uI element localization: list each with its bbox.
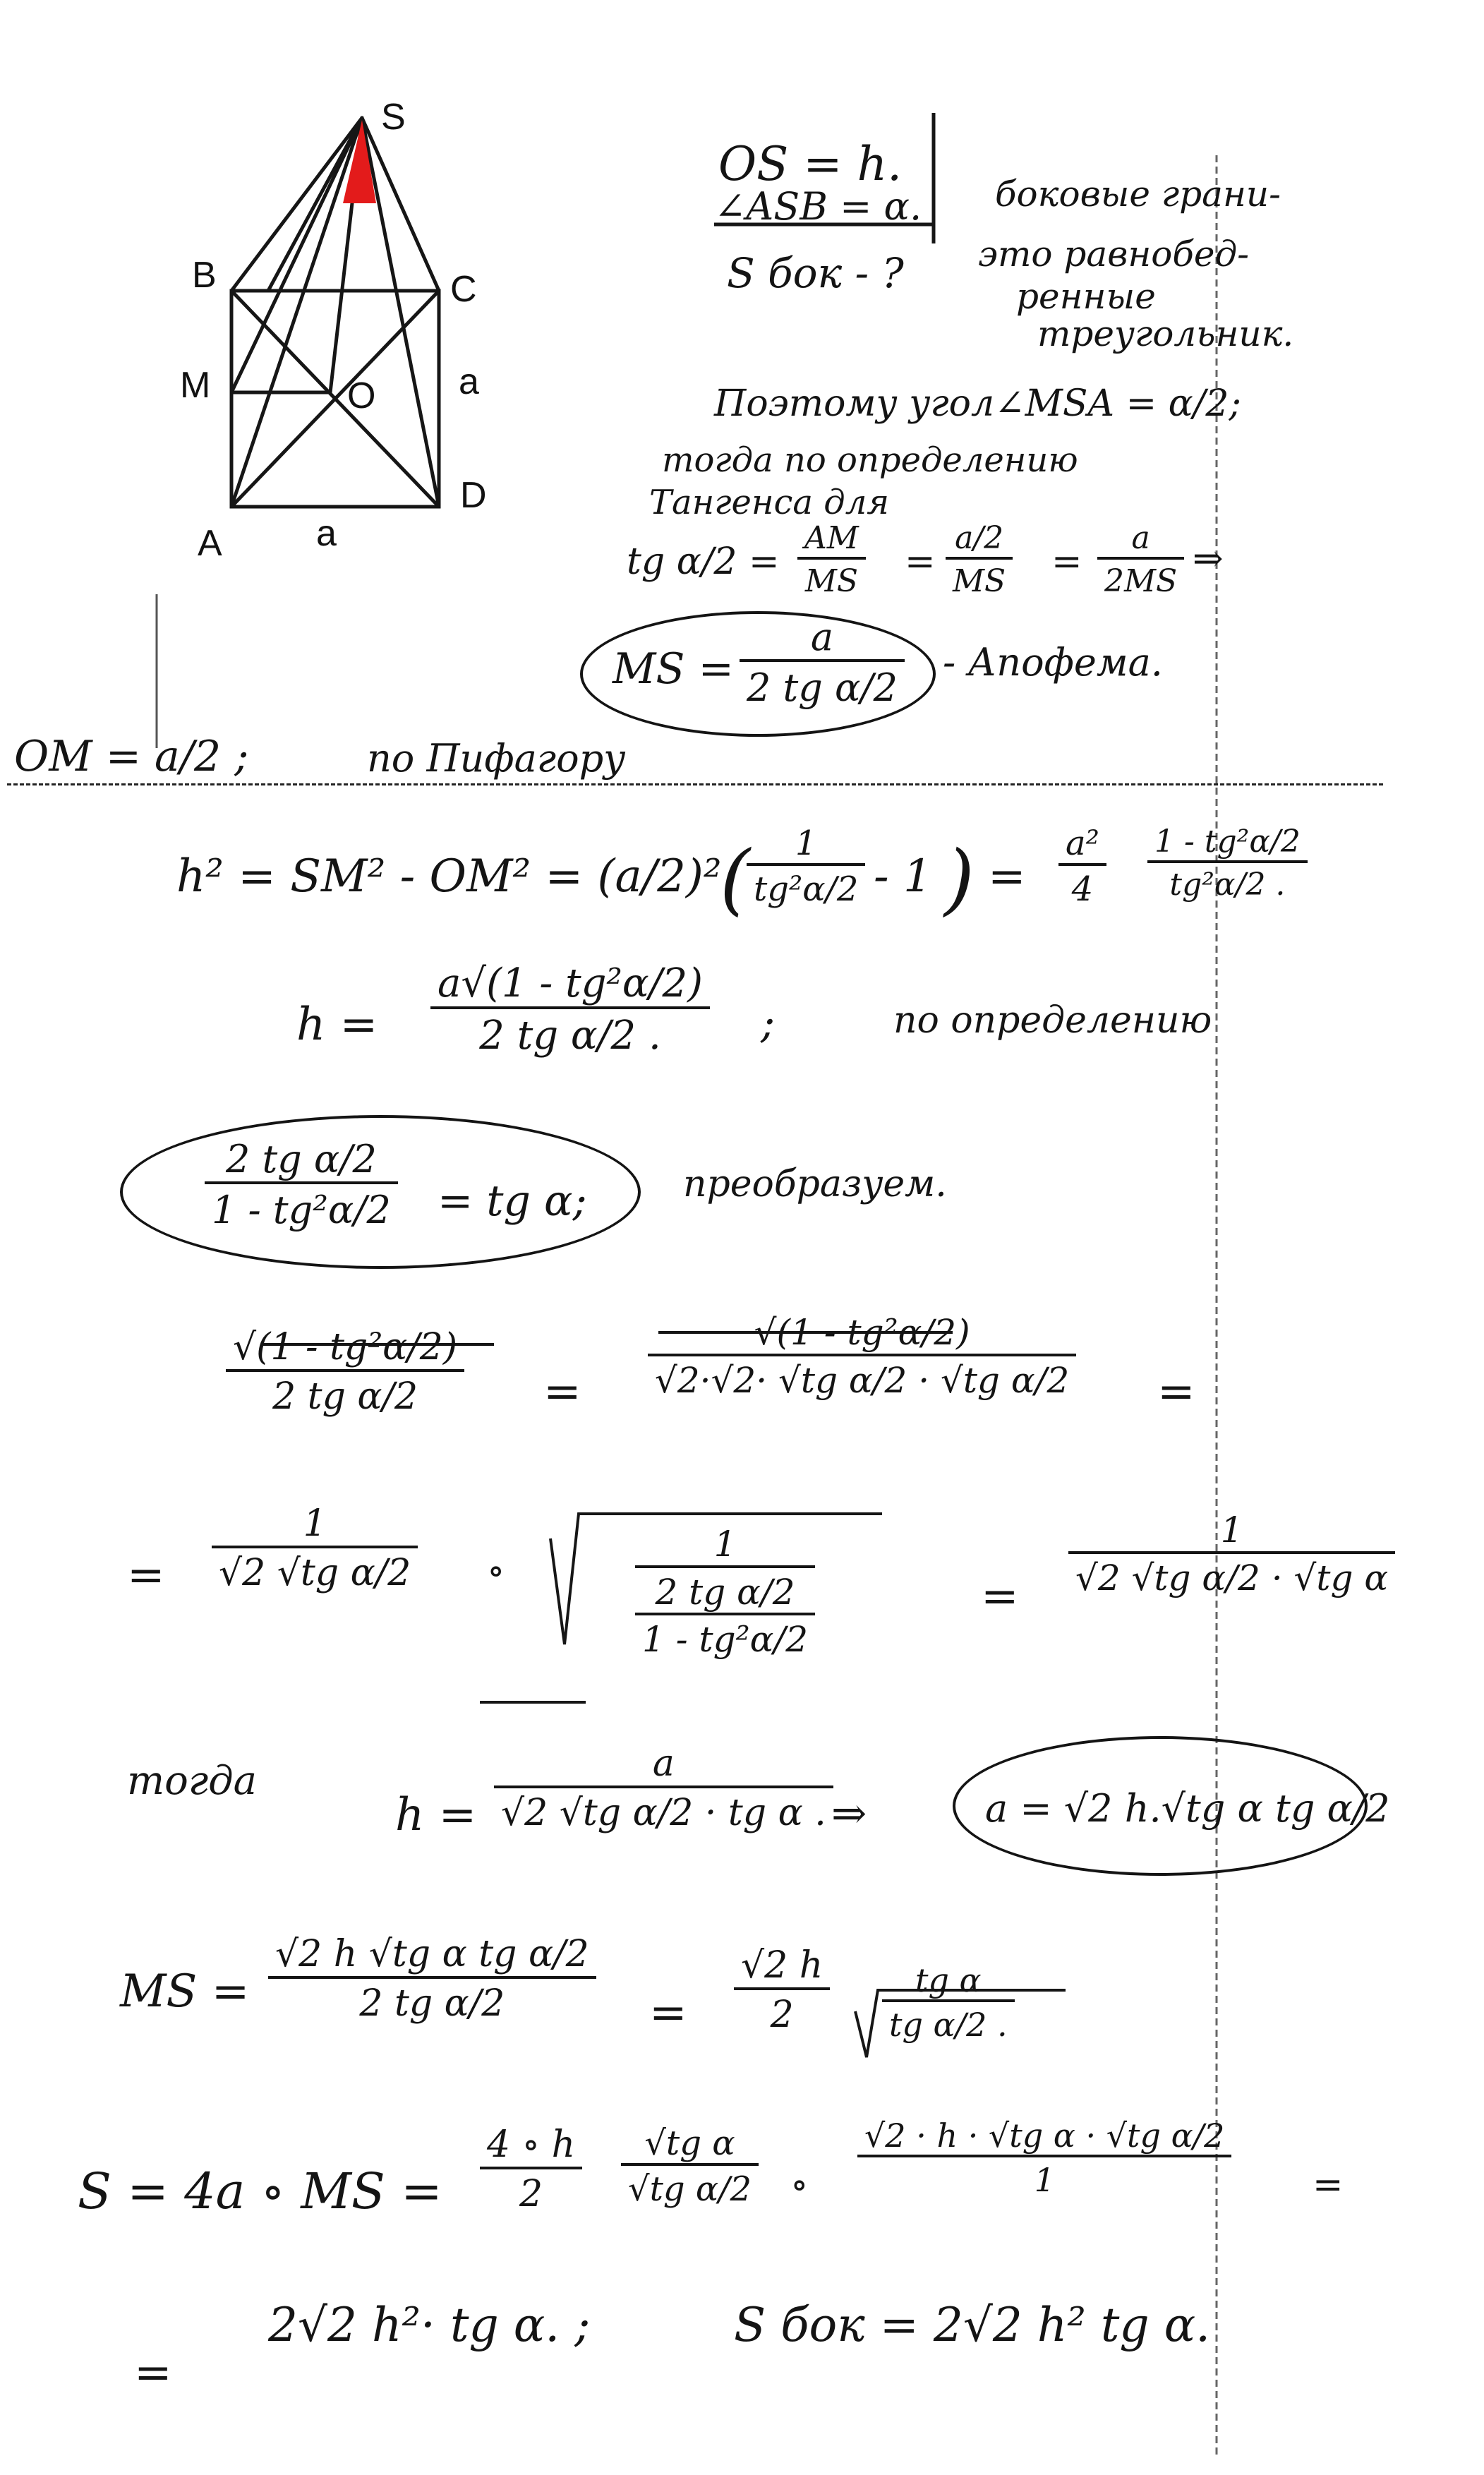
h-frac: $\frac{\text{a√(1 - tg²α/2)}}{\text{2 tg α/2 .}}$ (430, 961, 710, 1059)
side-label-a: a (459, 361, 479, 402)
vertex-label-b: B (192, 255, 217, 296)
h2-paren-tail: - 1 (874, 850, 932, 903)
vertex-label-s: S (381, 97, 406, 138)
s-tail: = (1313, 2164, 1344, 2206)
reasoning-line-2: тогда по определению (662, 440, 1078, 480)
ms2-eq: = (649, 1987, 687, 2039)
om-text: OM = a/2 ; (14, 732, 249, 781)
h2-close-paren: ) (944, 833, 975, 924)
given-os: OS = h. (718, 137, 903, 191)
tr1-frac-right: $\frac{\text{√(1 - tg²α/2)}}{\text{√2·√2· √tg α/2 · √tg α/2}}$ (648, 1313, 1076, 1401)
separator-dash (7, 783, 1383, 785)
s-frac-3: $\frac{\text{√2 · h · √tg α · √tg α/2}}{1}$ (857, 2117, 1231, 2199)
tr1-frac-left: $\frac{\text{√(1 - tg²α/2)}}{\text{2 tg α/2}}$ (226, 1327, 464, 1419)
tg2a-rhs: = tg α; (438, 1176, 587, 1226)
note-line-1: боковые грани- (995, 174, 1281, 215)
tr2-frac-right: $\frac{1}{\text{√2 √tg α/2 · √tg α}}$ (1068, 1510, 1395, 1598)
note-line-3: ренные (1016, 276, 1156, 317)
tg2a-frac: $\frac{\text{2 tg α/2}}{\text{1 - tg²α/2}}$ (205, 1138, 398, 1232)
tan-arrow: ⇒ (1193, 538, 1224, 580)
tan-frac-3: $\frac{a}{2MS}$ (1097, 521, 1184, 599)
h-note: по определению (893, 999, 1212, 1042)
final-expr: 2√2 h²· tg α. ; (268, 2298, 591, 2352)
final-result: S бок = 2√2 h² tg α. (734, 2298, 1211, 2352)
h2-open-paren: ( (720, 833, 750, 924)
final-lead: = (134, 2347, 172, 2399)
ms-lhs: MS = (613, 644, 734, 694)
vertex-label-d: D (460, 475, 487, 516)
tr2-lead: = (127, 1549, 165, 1601)
tan-eq-2: = (1051, 541, 1082, 583)
ms-frac: $\frac{a}{\text{2 tg α/2}}$ (740, 615, 905, 710)
then-frac: $\frac{a}{\text{√2 √tg α/2 · tg α .}}$ (494, 1743, 833, 1835)
s-frac-2: $\frac{\text{√tg α}}{\text{√tg α/2}}$ (621, 2124, 759, 2209)
tan-eq: = (905, 541, 936, 583)
tan-lhs: tg α/2 = (627, 541, 780, 583)
tg2a-note: преобразуем. (683, 1163, 947, 1205)
om-pyth: по Пифагору (367, 736, 626, 781)
vertex-label-m: M (180, 365, 211, 406)
s-dot: ∘ (790, 2164, 809, 2206)
tr2-eq: = (981, 1570, 1019, 1622)
ms2-root-frac: $\frac{\text{tg α}}{\text{tg α/2 .}}$ (882, 1962, 1015, 2044)
reasoning-line-3: Тангенса для (649, 483, 890, 522)
h2-lhs: h² = SM² - OM² = (a/2)² (176, 850, 722, 903)
ms2-frac: $\frac{\text{√2 h √tg α tg α/2}}{\text{2 tg α/2}}$ (268, 1934, 596, 2025)
s-lhs: S = 4a ∘ MS = (78, 2162, 442, 2220)
ms-note: - Апофема. (943, 640, 1163, 685)
then-word: тогда (127, 1758, 257, 1804)
vertex-label-a: A (198, 523, 222, 564)
tan-frac-1: $\frac{AM}{MS}$ (797, 521, 866, 599)
h2-paren-frac: $\frac{1}{\text{tg²α/2}}$ (747, 824, 865, 909)
tr1-eq: = (543, 1366, 581, 1418)
given-angle: ∠ASB = α. (714, 184, 922, 229)
h-tail: ; (761, 999, 776, 1048)
h2-eq: = (988, 850, 1026, 903)
note-line-2: это равнобед- (978, 234, 1250, 275)
tan-frac-2: $\frac{a/2}{MS}$ (946, 521, 1013, 599)
then-lhs: h = (395, 1789, 477, 1841)
ms2-frac-right: $\frac{√2 h}{2}$ (734, 1945, 830, 2037)
h2-frac-r1: $\frac{\text{a²}}{4}$ (1058, 824, 1106, 909)
given-question: S бок - ? (727, 249, 904, 297)
reasoning-line-1: Поэтому угол∠MSA = α/2; (714, 383, 1241, 425)
tr1-tail: = (1157, 1366, 1195, 1418)
s-frac-1: $\frac{4 \circ h}{2}$ (480, 2124, 582, 2216)
tr2-frac-1: $\frac{1}{\text{√2 √tg α/2}}$ (212, 1503, 418, 1595)
ms2-lhs: MS = (120, 1965, 250, 2018)
note-line-4: треугольник. (1037, 313, 1294, 354)
vertex-label-c: C (450, 269, 477, 310)
h2-frac-r2: $\frac{\text{1 - tg²α/2}}{\text{tg²α/2 .}}$ (1147, 824, 1308, 903)
vertex-label-o: O (347, 375, 376, 416)
then-boxed: a = √2 h.√tg α tg α/2 (985, 1786, 1390, 1831)
h-lhs: h = (296, 999, 378, 1051)
then-arrow: ⇒ (831, 1789, 867, 1838)
tr2-dot: ∘ (487, 1550, 505, 1592)
tr2-inner-frac: 1 2 tg α/2 1 - tg²α/2 (635, 1524, 815, 1661)
side-label-a-bottom: a (316, 513, 337, 554)
